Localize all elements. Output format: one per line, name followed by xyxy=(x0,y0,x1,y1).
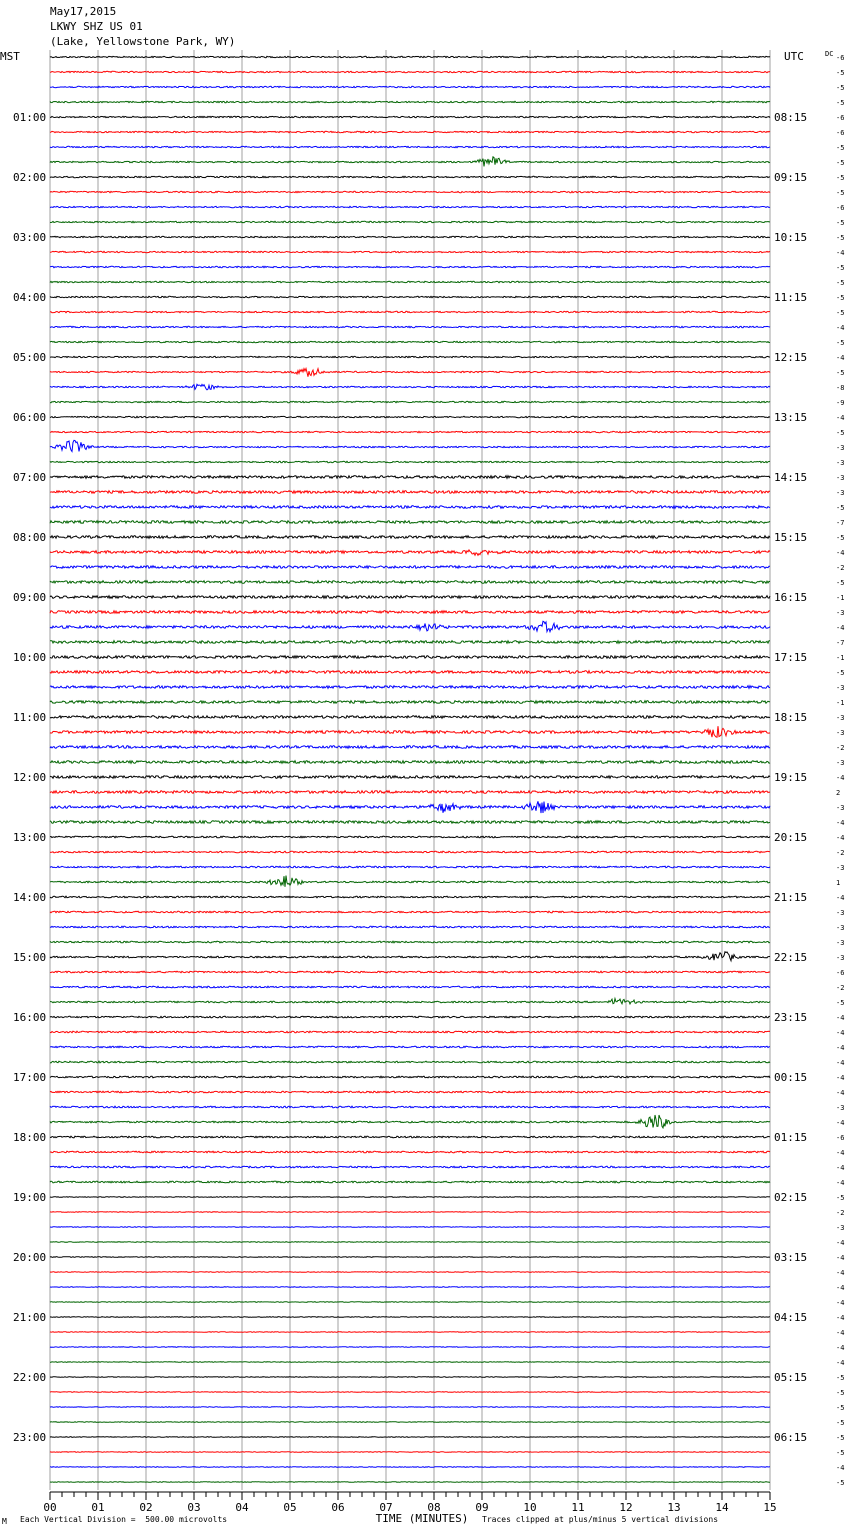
header-location: (Lake, Yellowstone Park, WY) xyxy=(50,35,236,48)
dc-offset-label: -6 xyxy=(836,129,845,137)
seismic-trace xyxy=(50,1467,770,1468)
seismic-trace xyxy=(50,1437,770,1438)
dc-offset-label: -4 xyxy=(836,1344,845,1352)
dc-offset-label: -5 xyxy=(836,999,845,1007)
dc-offset-label: -5 xyxy=(836,1389,845,1397)
seismic-trace xyxy=(50,641,770,644)
dc-offset-label: -4 xyxy=(836,414,845,422)
seismic-trace xyxy=(50,56,770,57)
seismic-trace xyxy=(50,1115,770,1128)
seismic-trace xyxy=(50,491,770,494)
seismic-trace xyxy=(50,1212,770,1213)
seismic-trace xyxy=(50,1106,770,1108)
right-hour-label: 10:15 xyxy=(774,231,808,244)
right-hour-label: 06:15 xyxy=(774,1431,808,1444)
seismic-trace xyxy=(50,146,770,147)
left-timezone-label: MST xyxy=(0,50,20,63)
dc-offset-label: -4 xyxy=(836,1059,845,1067)
dc-offset-label: -5 xyxy=(836,234,845,242)
dc-offset-label: -4 xyxy=(836,249,845,257)
dc-offset-label: -5 xyxy=(836,144,845,152)
dc-offset-label: -5 xyxy=(836,69,845,77)
right-hour-label: 18:15 xyxy=(774,711,808,724)
dc-offset-label: -4 xyxy=(836,1029,845,1037)
seismic-trace xyxy=(50,671,770,674)
dc-offset-label: -4 xyxy=(836,1044,845,1052)
dc-offset-label: -1 xyxy=(836,699,845,707)
seismic-trace xyxy=(50,866,770,868)
dc-offset-label: -4 xyxy=(836,1179,845,1187)
dc-offset-label: -4 xyxy=(836,1074,845,1082)
seismic-trace xyxy=(50,581,770,584)
dc-offset-label: -4 xyxy=(836,1359,845,1367)
dc-offset-label: -6 xyxy=(836,1134,845,1142)
seismic-trace xyxy=(50,71,770,72)
seismic-trace xyxy=(50,1392,770,1393)
dc-offset-label: -4 xyxy=(836,1269,845,1277)
seismic-trace xyxy=(50,611,770,614)
x-tick-label: 14 xyxy=(715,1501,729,1514)
left-hour-label: 11:00 xyxy=(13,711,47,724)
seismic-trace xyxy=(50,851,770,853)
dc-offset-label: -5 xyxy=(836,579,845,587)
seismic-trace xyxy=(50,761,770,764)
dc-offset-label: -3 xyxy=(836,939,845,947)
seismic-trace xyxy=(50,1422,770,1423)
left-hour-label: 01:00 xyxy=(13,111,47,124)
seismic-trace xyxy=(50,1377,770,1378)
seismic-trace xyxy=(50,926,770,928)
left-hour-label: 06:00 xyxy=(13,411,47,424)
dc-offset-label: -5 xyxy=(836,174,845,182)
seismic-trace xyxy=(50,431,770,432)
left-hour-label: 05:00 xyxy=(13,351,47,364)
seismic-trace xyxy=(50,521,770,524)
seismic-trace xyxy=(50,1287,770,1288)
dc-offset-label: -4 xyxy=(836,1464,845,1472)
seismic-trace xyxy=(50,971,770,973)
left-hour-label: 12:00 xyxy=(13,771,47,784)
dc-offset-label: -5 xyxy=(836,534,845,542)
seismic-trace xyxy=(50,341,770,342)
seismic-trace xyxy=(50,1166,770,1168)
dc-offset-label: -4 xyxy=(836,819,845,827)
seismic-trace xyxy=(50,311,770,312)
seismic-trace xyxy=(50,550,770,555)
dc-offset-label: -4 xyxy=(836,354,845,362)
x-tick-label: 01 xyxy=(91,1501,105,1514)
seismic-trace xyxy=(50,1317,770,1318)
right-hour-label: 12:15 xyxy=(774,351,808,364)
dc-offset-label: -5 xyxy=(836,339,845,347)
seismic-trace xyxy=(50,701,770,704)
left-hour-label: 04:00 xyxy=(13,291,47,304)
right-hour-label: 03:15 xyxy=(774,1251,808,1264)
dc-offset-label: -5 xyxy=(836,1404,845,1412)
left-hour-label: 02:00 xyxy=(13,171,47,184)
seismic-trace xyxy=(50,1272,770,1273)
x-axis-label: TIME (MINUTES) xyxy=(375,1512,469,1525)
dc-offset-label: -5 xyxy=(836,264,845,272)
right-hour-label: 15:15 xyxy=(774,531,808,544)
seismic-trace xyxy=(50,1136,770,1138)
seismic-trace xyxy=(50,416,770,417)
left-hour-label: 20:00 xyxy=(13,1251,47,1264)
left-hour-label: 03:00 xyxy=(13,231,47,244)
seismic-trace xyxy=(50,384,770,390)
right-hour-label: 16:15 xyxy=(774,591,808,604)
seismic-trace xyxy=(50,821,770,824)
dc-offset-label: -2 xyxy=(836,1209,845,1217)
x-tick-label: 05 xyxy=(283,1501,297,1514)
seismic-trace xyxy=(50,176,770,177)
seismic-trace xyxy=(50,369,770,377)
dc-offset-label: -5 xyxy=(836,1194,845,1202)
dc-offset-label: -5 xyxy=(836,1374,845,1382)
seismic-trace xyxy=(50,1482,770,1483)
seismic-trace xyxy=(50,1407,770,1408)
dc-offset-label: -5 xyxy=(836,1434,845,1442)
seismic-trace xyxy=(50,999,770,1004)
dc-offset-label: -4 xyxy=(836,1014,845,1022)
dc-offset-label: -2 xyxy=(836,984,845,992)
x-tick-label: 15 xyxy=(763,1501,777,1514)
seismic-trace xyxy=(50,206,770,207)
dc-offset-label: -9 xyxy=(836,399,845,407)
dc-offset-label: -1 xyxy=(836,594,845,602)
dc-offset-label: -4 xyxy=(836,1149,845,1157)
seismic-trace xyxy=(50,836,770,838)
seismic-trace xyxy=(50,896,770,898)
dc-offset-label: -6 xyxy=(836,54,845,62)
x-tick-label: 13 xyxy=(667,1501,681,1514)
seismic-trace xyxy=(50,506,770,509)
seismic-trace xyxy=(50,131,770,132)
dc-offset-label: -5 xyxy=(836,189,845,197)
dc-offset-label: -8 xyxy=(836,384,845,392)
dc-offset-label: -3 xyxy=(836,444,845,452)
left-hour-label: 23:00 xyxy=(13,1431,47,1444)
header-date: May17,2015 xyxy=(50,5,117,18)
left-hour-label: 16:00 xyxy=(13,1011,47,1024)
dc-offset-label: -4 xyxy=(836,1119,845,1127)
right-hour-label: 17:15 xyxy=(774,651,808,664)
right-hour-label: 02:15 xyxy=(774,1191,808,1204)
dc-offset-label: -3 xyxy=(836,729,845,737)
dc-offset-label: -3 xyxy=(836,489,845,497)
right-timezone-label: UTC xyxy=(784,50,804,63)
dc-offset-label: -3 xyxy=(836,474,845,482)
dc-offset-label: -4 xyxy=(836,1239,845,1247)
seismic-trace xyxy=(50,656,770,659)
left-hour-label: 17:00 xyxy=(13,1071,47,1084)
dc-offset-label: -5 xyxy=(836,504,845,512)
x-tick-label: 03 xyxy=(187,1501,201,1514)
left-hour-label: 09:00 xyxy=(13,591,47,604)
seismic-trace xyxy=(50,440,770,451)
dc-offset-label: -5 xyxy=(836,159,845,167)
x-tick-label: 09 xyxy=(475,1501,489,1514)
left-hour-label: 13:00 xyxy=(13,831,47,844)
x-tick-label: 10 xyxy=(523,1501,537,1514)
seismic-trace xyxy=(50,536,770,539)
dc-offset-label: -7 xyxy=(836,639,845,647)
dc-offset-label: -4 xyxy=(836,1329,845,1337)
right-hour-label: 23:15 xyxy=(774,1011,808,1024)
right-hour-label: 13:15 xyxy=(774,411,808,424)
seismic-trace xyxy=(50,941,770,943)
seismic-trace xyxy=(50,476,770,479)
right-hour-label: 09:15 xyxy=(774,171,808,184)
seismic-trace xyxy=(50,281,770,282)
seismic-trace xyxy=(50,1061,770,1063)
seismic-trace xyxy=(50,911,770,913)
dc-offset-label: -5 xyxy=(836,309,845,317)
left-hour-label: 21:00 xyxy=(13,1311,47,1324)
dc-offset-label: -5 xyxy=(836,369,845,377)
seismic-trace xyxy=(50,1181,770,1183)
dc-offset-label: -4 xyxy=(836,1314,845,1322)
dc-offset-label: -3 xyxy=(836,609,845,617)
dc-offset-label: -5 xyxy=(836,429,845,437)
right-hour-label: 20:15 xyxy=(774,831,808,844)
seismic-trace xyxy=(50,876,770,887)
x-tick-label: 00 xyxy=(43,1501,57,1514)
seismic-trace xyxy=(50,791,770,794)
seismic-trace xyxy=(50,1302,770,1303)
dc-offset-label: -7 xyxy=(836,519,845,527)
left-hour-label: 18:00 xyxy=(13,1131,47,1144)
seismic-trace xyxy=(50,326,770,327)
right-hour-label: 08:15 xyxy=(774,111,808,124)
dc-offset-label: -3 xyxy=(836,759,845,767)
dc-offset-label: -3 xyxy=(836,1104,845,1112)
dc-offset-label: -3 xyxy=(836,864,845,872)
dc-offset-label: -5 xyxy=(836,219,845,227)
dc-offset-label: -6 xyxy=(836,204,845,212)
seismic-trace xyxy=(50,191,770,192)
right-hour-label: 21:15 xyxy=(774,891,808,904)
seismic-trace xyxy=(50,1151,770,1153)
seismic-trace xyxy=(50,1031,770,1033)
seismic-trace xyxy=(50,116,770,117)
header-station: LKWY SHZ US 01 xyxy=(50,20,143,33)
seismic-trace xyxy=(50,1197,770,1198)
scale-note: Each Vertical Division = 500.00 microvolts xyxy=(20,1515,228,1524)
seismic-trace xyxy=(50,621,770,631)
x-tick-label: 02 xyxy=(139,1501,153,1514)
seismic-trace xyxy=(50,1227,770,1228)
dc-offset-label: -4 xyxy=(836,774,845,782)
dc-offset-label: -4 xyxy=(836,1254,845,1262)
seismic-trace xyxy=(50,1016,770,1018)
dc-offset-label: -5 xyxy=(836,1479,845,1487)
x-tick-label: 04 xyxy=(235,1501,249,1514)
left-hour-label: 07:00 xyxy=(13,471,47,484)
seismic-trace xyxy=(50,566,770,569)
seismic-trace xyxy=(50,266,770,267)
dc-offset-label: -4 xyxy=(836,324,845,332)
dc-offset-label: -2 xyxy=(836,564,845,572)
seismic-trace xyxy=(50,101,770,102)
dc-offset-label: -3 xyxy=(836,1224,845,1232)
x-tick-label: 12 xyxy=(619,1501,633,1514)
dc-offset-label: -4 xyxy=(836,1284,845,1292)
seismic-trace xyxy=(50,356,770,357)
right-hour-label: 05:15 xyxy=(774,1371,808,1384)
right-hour-label: 01:15 xyxy=(774,1131,808,1144)
seismic-trace xyxy=(50,1091,770,1093)
right-hour-label: 11:15 xyxy=(774,291,808,304)
left-hour-label: 19:00 xyxy=(13,1191,47,1204)
dc-offset-label: -3 xyxy=(836,684,845,692)
seismic-trace xyxy=(50,1347,770,1348)
dc-offset-label: -4 xyxy=(836,549,845,557)
dc-offset-label: -3 xyxy=(836,804,845,812)
corner-mark: M xyxy=(2,1517,7,1526)
dc-offset-label: -3 xyxy=(836,954,845,962)
seismic-trace xyxy=(50,746,770,749)
dc-offset-label: -5 xyxy=(836,99,845,107)
right-hour-label: 00:15 xyxy=(774,1071,808,1084)
seismic-trace xyxy=(50,461,770,462)
dc-offset-label: -4 xyxy=(836,1089,845,1097)
seismic-trace xyxy=(50,1452,770,1453)
dc-offset-label: -4 xyxy=(836,834,845,842)
x-tick-label: 08 xyxy=(427,1501,441,1514)
seismic-trace xyxy=(50,726,770,737)
seismic-trace xyxy=(50,401,770,402)
seismic-trace xyxy=(50,1076,770,1078)
seismic-trace xyxy=(50,251,770,252)
dc-offset-label: 2 xyxy=(836,789,841,797)
x-tick-label: 06 xyxy=(331,1501,345,1514)
right-hour-label: 19:15 xyxy=(774,771,808,784)
left-hour-label: 14:00 xyxy=(13,891,47,904)
seismic-trace xyxy=(50,1332,770,1333)
seismic-trace xyxy=(50,1242,770,1243)
seismic-trace xyxy=(50,296,770,297)
dc-offset-label: -4 xyxy=(836,624,845,632)
seismic-trace xyxy=(50,952,770,961)
seismic-trace xyxy=(50,236,770,237)
seismic-trace xyxy=(50,1362,770,1363)
dc-offset-label: -3 xyxy=(836,924,845,932)
dc-offset-label: -1 xyxy=(836,654,845,662)
dc-offset-label: -5 xyxy=(836,1449,845,1457)
dc-offset-label: -5 xyxy=(836,294,845,302)
seismic-trace xyxy=(50,86,770,87)
right-hour-label: 04:15 xyxy=(774,1311,808,1324)
right-hour-label: 14:15 xyxy=(774,471,808,484)
seismic-trace xyxy=(50,686,770,689)
seismic-trace xyxy=(50,986,770,988)
dc-offset-label: 1 xyxy=(836,879,841,887)
dc-offset-label: -4 xyxy=(836,1299,845,1307)
seismic-trace xyxy=(50,1046,770,1048)
left-hour-label: 15:00 xyxy=(13,951,47,964)
dc-offset-label: -5 xyxy=(836,669,845,677)
seismic-trace xyxy=(50,221,770,222)
dc-offset-label: -6 xyxy=(836,114,845,122)
dc-offset-label: -5 xyxy=(836,1419,845,1427)
right-hour-label: 22:15 xyxy=(774,951,808,964)
dc-offset-label: -5 xyxy=(836,279,845,287)
dc-offset-label: -2 xyxy=(836,744,845,752)
dc-offset-label: -3 xyxy=(836,909,845,917)
dc-offset-label: -4 xyxy=(836,1164,845,1172)
seismic-trace xyxy=(50,1257,770,1258)
dc-offset-label: -3 xyxy=(836,714,845,722)
dc-offset-label: -3 xyxy=(836,459,845,467)
dc-offset-label: -4 xyxy=(836,894,845,902)
clip-note: Traces clipped at plus/minus 5 vertical divisions xyxy=(482,1515,719,1524)
x-tick-label: 11 xyxy=(571,1501,585,1514)
left-hour-label: 08:00 xyxy=(13,531,47,544)
x-tick-label: 07 xyxy=(379,1501,393,1514)
left-hour-label: 22:00 xyxy=(13,1371,47,1384)
seismic-trace xyxy=(50,157,770,167)
dc-offset-label: -2 xyxy=(836,849,845,857)
seismic-trace xyxy=(50,596,770,599)
dc-offset-label: -5 xyxy=(836,84,845,92)
seismic-trace xyxy=(50,776,770,779)
seismic-trace xyxy=(50,716,770,719)
dc-offset-label: -6 xyxy=(836,969,845,977)
left-hour-label: 10:00 xyxy=(13,651,47,664)
dc-header-label: DC xyxy=(825,50,834,58)
seismic-trace xyxy=(50,801,770,813)
